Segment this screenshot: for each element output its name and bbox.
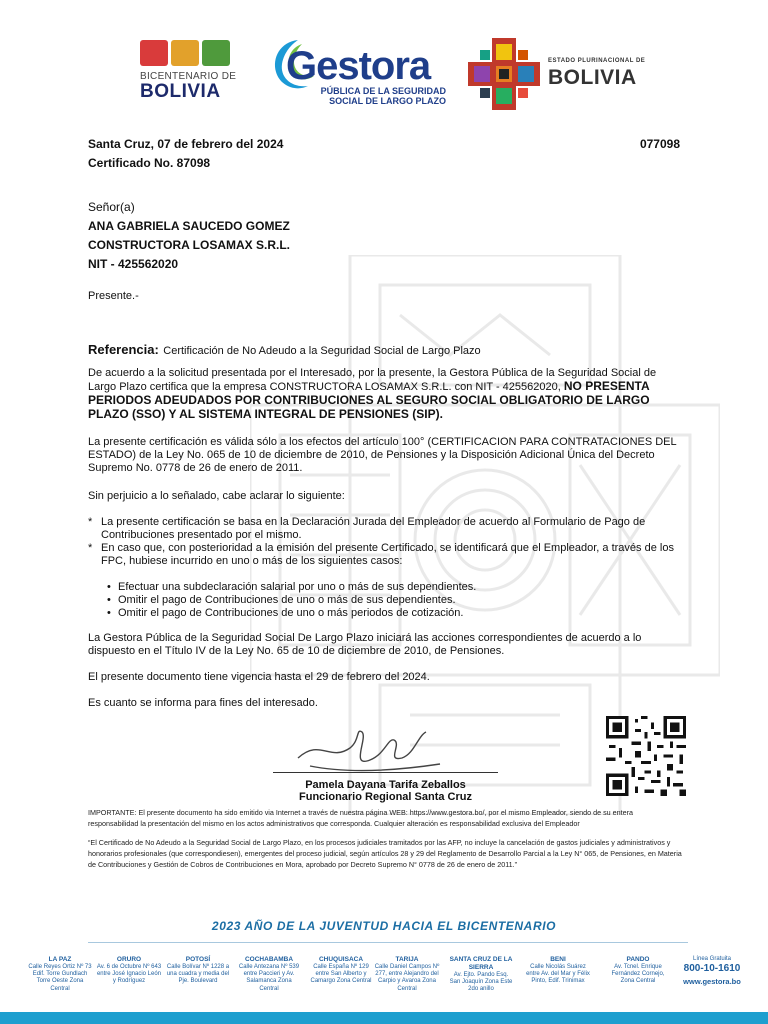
paragraph-certification: [88, 367, 683, 422]
office-santa-cruz: [448, 956, 514, 994]
office-address: Av. Ejto. Pando Esq. San Joaquín Zona Este 2do anillo: [449, 972, 513, 993]
office-city: ORURO: [116, 956, 142, 963]
office-contact: [676, 956, 748, 987]
reference-label: Referencia:: [88, 342, 159, 357]
asterisk-item: * En caso que, con posterioridad a la emisión del presente Certificado, se identificará que el Empleador, a través de los FPC, hubiese incurrido en uno o más de los siguientes casos:: [88, 542, 683, 568]
gestora-subtitle-line2: SOCIAL DE LARGO PLAZO: [329, 96, 446, 106]
office-oruro: [96, 956, 162, 986]
bullet-list: [104, 581, 664, 620]
office-pando: [605, 956, 671, 986]
office-address: Calle Nicolás Suárez entre Av. del Mar y Félix Pinto, Edif. Trinimax: [526, 964, 590, 985]
paragraph-certification-lead: De acuerdo a la solicitud presentada por el Interesado, por la presente, la Gestora Pública de la Seguridad Social de Largo Plazo certifica que la empresa CONSTRUCTORA LOSAMAX S.R.L. con NIT - 425562020,: [88, 367, 657, 393]
paragraph-clarification: Sin perjuicio a lo señalado, cabe aclarar lo siguiente:: [88, 490, 345, 502]
recipient-company: CONSTRUCTORA LOSAMAX S.R.L.: [88, 238, 291, 252]
gestora-wordmark: Gestora: [286, 44, 431, 88]
office-city: CHUQUISACA: [318, 956, 364, 963]
handwritten-signature: [290, 718, 460, 776]
greeting: Presente.-: [88, 290, 139, 302]
office-city: LA PAZ: [48, 956, 72, 963]
chakana-emblem-icon: [468, 38, 540, 110]
salutation: Señor(a): [88, 200, 135, 214]
recipient-nit: NIT - 425562020: [88, 257, 179, 271]
office-cochabamba: [236, 956, 302, 993]
certificate-number: Certificado No. 87098: [88, 156, 211, 170]
estado-country: BOLIVIA: [548, 66, 637, 89]
bicentenario-square-yellow: [171, 40, 199, 66]
office-city: COCHABAMBA: [244, 956, 294, 963]
office-address: Calle Bolívar Nº 1228 a una cuadra y media del Pje. Boulevard: [166, 964, 230, 985]
bicentenario-label: BICENTENARIO DE: [140, 71, 237, 82]
bicentenario-country: BOLIVIA: [140, 81, 221, 102]
signature-block: [273, 779, 498, 803]
office-address: Calle Daniel Campos Nº 277, entre Alejandro del Carpio y Avaroa Zona Central: [374, 964, 440, 992]
bicentenario-squares: [140, 40, 240, 66]
paragraph-validity-date: El presente documento tiene vigencia hasta el 29 de febrero del 2024.: [88, 671, 430, 683]
bullet-item: • Efectuar una subdeclaración salarial por uno o más de sus dependientes.: [104, 581, 664, 594]
qr-code: [606, 716, 686, 796]
signature-line: [273, 772, 498, 773]
gestora-subtitle-line1: PÚBLICA DE LA SEGURIDAD: [320, 86, 446, 96]
bullet-item: • Omitir el pago de Contribuciones de uno o más de sus dependientes.: [104, 594, 664, 607]
phone-label: Línea Gratuita: [692, 956, 732, 962]
bicentenario-square-green: [202, 40, 230, 66]
office-potosi: [165, 956, 231, 986]
reference-number: 077098: [639, 137, 680, 151]
office-chuquisaca: [308, 956, 374, 986]
reference-line: [88, 341, 683, 359]
important-note: IMPORTANTE: El presente documento ha sido emitido via Internet a través de nuestra página WEB: https://www.gestora.bo/, por el mismo Empleador, siendo de su entera responsabilidad la presentación del mismo en los actos administrativos que corresponda. Cualquier alteración es responsabilidad exclusiva del Empleador: [88, 808, 634, 828]
bullet-item: • Omitir el pago de Contribuciones de uno o más periodos de cotización.: [104, 607, 664, 620]
footer-divider: [88, 942, 688, 943]
recipient-name: ANA GABRIELA SAUCEDO GOMEZ: [88, 219, 290, 233]
office-city: PANDO: [626, 956, 650, 963]
bicentenario-square-red: [140, 40, 168, 66]
office-address: Calle Antezana Nº 539 entre Paccieri y Av. Salamanca Zona Central: [238, 964, 300, 992]
asterisk-list: [88, 516, 683, 568]
office-city: TARIJA: [395, 956, 419, 963]
office-city: POTOSÍ: [185, 956, 211, 963]
place-date: Santa Cruz, 07 de febrero del 2024: [88, 137, 284, 151]
office-address: Av. 6 de Octubre Nº 643 entre José Ignacio León y Rodríguez: [96, 964, 162, 985]
estado-plurinacional-logo: [468, 38, 648, 108]
office-address: Av. Tcnel. Enrique Fernández Cornejo, Zona Central: [611, 964, 665, 985]
signer-title: Funcionario Regional Santa Cruz: [299, 791, 472, 803]
gestora-logo: [268, 36, 448, 108]
gestora-subtitle: [318, 86, 446, 106]
office-tarija: [374, 956, 440, 993]
bicentenario-logo: [140, 40, 240, 108]
paragraph-closing: Es cuanto se informa para fines del interesado.: [88, 697, 318, 709]
paragraph-validity: La presente certificación es válida sólo a los efectos del artículo 100° (CERTIFICACION PARA CONTRATACIONES DEL ESTADO) de la Ley No. 065 de 10 de diciembre de 2010, de Pensiones y la Disposición Adicional Única del Decreto Supremo No. 0778 de 26 de enero de 2011.: [88, 436, 677, 474]
office-city: BENI: [550, 956, 566, 963]
website-link[interactable]: www.gestora.bo: [683, 977, 741, 987]
footer-bar: [0, 1012, 768, 1024]
office-address: Calle España Nº 129 entre San Alberto y Camargo Zona Central: [310, 964, 372, 985]
paragraph-certification-bold: NO PRESENTA PERIODOS ADEUDADOS POR CONTRIBUCIONES AL SEGURO SOCIAL OBLIGATORIO DE LARGO PLAZO (SSO) Y AL SISTEMA INTEGRAL DE PENSIONES (SIP).: [88, 379, 650, 421]
estado-label: ESTADO PLURINACIONAL DE: [548, 58, 646, 64]
signer-name: Pamela Dayana Tarifa Zeballos: [305, 779, 466, 791]
office-city: SANTA CRUZ DE LA SIERRA: [449, 956, 513, 971]
office-address: Calle Reyes Ortiz Nº 73 Edif. Torre Gundlach Torre Oeste Zona Central: [28, 964, 92, 992]
office-beni: [525, 956, 591, 986]
asterisk-item: * La presente certificación se basa en la Declaración Jurada del Empleador de acuerdo al Formulario de Pago de Contribuciones presentado por el mismo.: [88, 516, 683, 542]
paragraph-actions: La Gestora Pública de la Seguridad Social De Largo Plazo iniciará las acciones correspondientes de acuerdo a lo dispuesto en el Título IV de la Ley No. 65 de 10 de diciembre de 2010, de Pensiones.: [88, 632, 642, 657]
reference-text: Certificación de No Adeudo a la Seguridad Social de Largo Plazo: [163, 345, 481, 357]
footer-slogan: 2023 AÑO DE LA JUVENTUD HACIA EL BICENTENARIO: [211, 919, 557, 933]
office-la-paz: [27, 956, 93, 993]
disclaimer-note: “El Certificado de No Adeudo a la Seguridad Social de Largo Plazo, en los procesos judiciales tramitados por las AFP, no incluye la cancelación de gastos judiciales y administrativos y honorarios profesionales (que correspondiesen), emergentes del proceso judicial, según artículos 28 y 29 del Reglamento de Desarrollo Parcial a la Ley N° 065, de Pensiones, en Materia de Contribuciones y Gestión de Cobros de Contribuciones en Mora, aprobado por Decreto Supremo N° 0778 de 26 de enero de 2011.”: [88, 838, 682, 869]
phone-number[interactable]: 800-10-1610: [683, 963, 741, 975]
